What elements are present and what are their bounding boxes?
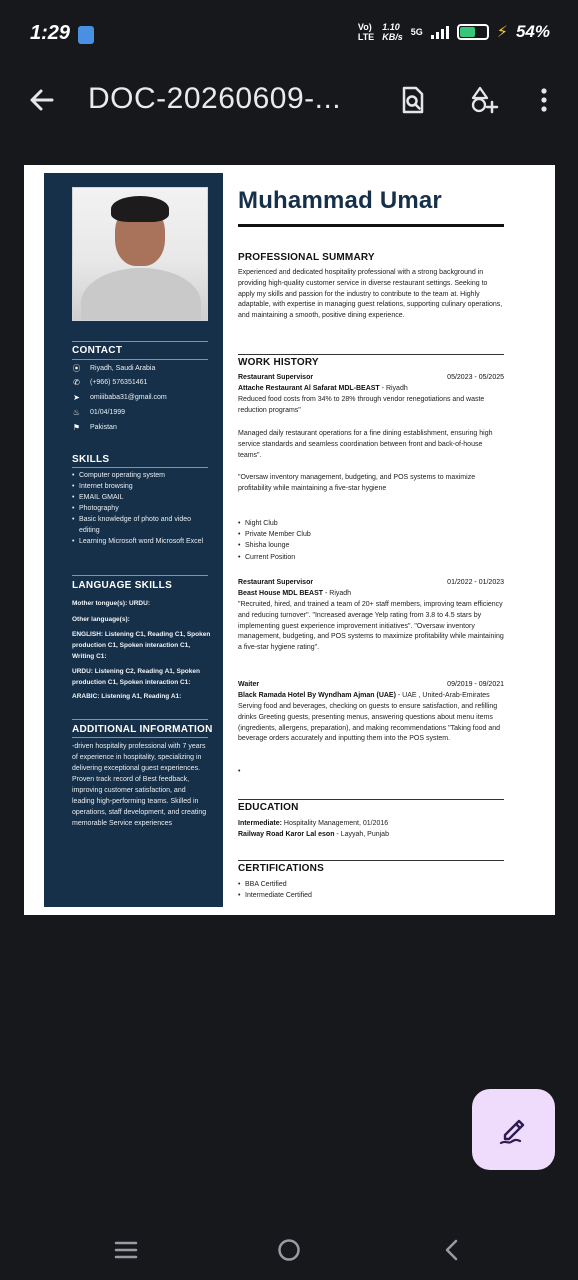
resume-sidebar bbox=[44, 173, 223, 907]
birthday-icon: ♨ bbox=[72, 408, 81, 417]
charging-icon: ⚡ bbox=[496, 24, 508, 41]
job3-text: Serving food and beverages, checking on guests to ensure satisfaction, and refilling drinks Greeting guests, presenting menus, answering questions about menu items (ingredients, allergens, preparation), and making recommendations "Taking food and beverage orders accurately and inputting them into the POS system. bbox=[238, 703, 501, 743]
job1-venues bbox=[238, 518, 498, 563]
job2-header: Restaurant Supervisor 01/2022 - 01/2023 bbox=[238, 579, 504, 586]
status-indicators bbox=[358, 22, 550, 42]
divider bbox=[72, 737, 208, 738]
job3-bullet: • bbox=[238, 768, 241, 775]
divider bbox=[72, 719, 208, 720]
divider bbox=[72, 467, 208, 468]
battery-icon bbox=[457, 24, 489, 40]
list-item: • Shisha lounge bbox=[238, 540, 498, 551]
list-item: • BBA Certified bbox=[238, 879, 498, 890]
battery-percent: 54% bbox=[515, 22, 550, 41]
skills-list bbox=[72, 470, 212, 547]
edit-shapes-icon[interactable] bbox=[468, 84, 500, 116]
list-item: • EMAIL GMAIL bbox=[72, 492, 212, 503]
send-icon: ➤ bbox=[73, 393, 80, 402]
search-document-icon[interactable] bbox=[396, 84, 428, 116]
divider bbox=[238, 799, 504, 800]
document-title: DOC-20260609-... bbox=[88, 82, 342, 115]
education-heading: EDUCATION bbox=[238, 802, 299, 813]
language-heading: LANGUAGE SKILLS bbox=[72, 580, 173, 591]
job1-header: Restaurant Supervisor 05/2023 - 05/2025 bbox=[238, 374, 504, 381]
profile-photo bbox=[72, 187, 208, 321]
language-english: ENGLISH: Listening C1, Reading C1, Spoken production C1, Spoken interaction C1, Writing C1: bbox=[72, 631, 211, 660]
job1-p2: Managed daily restaurant operations for a fine dining establishment, ensuring high service standards and seamless coordination between front and back-of-house teams". bbox=[238, 430, 493, 459]
network-type: 5G bbox=[410, 27, 423, 37]
phone-icon: ✆ bbox=[73, 378, 80, 387]
summary-heading: PROFESSIONAL SUMMARY bbox=[238, 252, 375, 263]
network-speed: 1.10 KB/s bbox=[382, 22, 403, 42]
location-pin-icon: ⦿ bbox=[72, 364, 81, 373]
list-item: • Learning Microsoft word Microsoft Excel bbox=[72, 536, 212, 547]
language-arabic: ARABIC: Listening A1, Reading A1: bbox=[72, 693, 182, 700]
signal-icon bbox=[431, 25, 449, 39]
divider bbox=[72, 359, 208, 360]
list-item: • Photography bbox=[72, 503, 212, 514]
job2-employer: Beast House MDL BEAST - Riyadh bbox=[238, 590, 352, 597]
job1-p3: "Oversaw inventory management, budgeting, and POS systems to maximize profitability while maintaining a five-star hygiene bbox=[238, 474, 476, 492]
language-mother: Mother tongue(s): URDU: bbox=[72, 600, 150, 607]
status-time: 1:29 bbox=[30, 22, 71, 44]
system-nav-bar bbox=[0, 1215, 578, 1280]
resume bbox=[44, 173, 535, 909]
notification-app-icon bbox=[78, 26, 94, 44]
job2-text: "Recruited, hired, and trained a team of 20+ staff members, improving team efficiency and reducing turnover". "Increased average Yelp rating from 3.8 to 4.5 stars by implementing guest experience improvement initiatives". "Oversaw inventory management, budgeting, and POS systems to maximize profitability while maintaining a five-star hygiene rating". bbox=[238, 601, 504, 652]
flag-icon: ⚑ bbox=[72, 423, 81, 432]
name-underline bbox=[238, 224, 504, 227]
back-arrow-icon[interactable] bbox=[26, 84, 58, 116]
list-item: • Night Club bbox=[238, 518, 498, 529]
contact-email: ➤ omiiibaba31@gmail.com bbox=[73, 393, 167, 402]
job1-employer: Attache Restaurant Al Safarat MDL-BEAST - Riyadh bbox=[238, 385, 408, 392]
edit-fab-button[interactable] bbox=[472, 1089, 555, 1170]
education-line-1: Intermediate: Hospitality Management, 01/2016 bbox=[238, 820, 389, 827]
divider bbox=[238, 354, 504, 355]
candidate-name: Muhammad Umar bbox=[238, 187, 442, 214]
list-item: • Basic knowledge of photo and video editing bbox=[72, 514, 212, 536]
job3-employer: Black Ramada Hotel By Wyndham Ajman (UAE) - UAE , United-Arab-Emirates bbox=[238, 692, 490, 699]
home-icon[interactable] bbox=[274, 1235, 304, 1265]
status-bar bbox=[0, 0, 578, 68]
contact-heading: CONTACT bbox=[72, 345, 123, 356]
certifications-list bbox=[238, 879, 498, 901]
app-toolbar bbox=[0, 70, 578, 130]
more-vert-icon[interactable] bbox=[528, 84, 560, 116]
contact-dob: ♨ 01/04/1999 bbox=[72, 408, 126, 417]
recents-icon[interactable] bbox=[111, 1235, 141, 1265]
list-item: • Private Member Club bbox=[238, 529, 498, 540]
divider bbox=[72, 575, 208, 576]
contact-nationality: ⚑ Pakistan bbox=[72, 423, 117, 432]
summary-text: Experienced and dedicated hospitality professional with a strong background in providing high-quality customer service in diverse restaurant settings. Seeking to apply my skills and passion for the industry to contribute to the team at. Highly adaptable, with expertise in managing guest relations, supporting culinary operations, and maintaining a smooth, positive dining experience. bbox=[238, 269, 503, 320]
language-urdu: URDU: Listening C2, Reading A1, Spoken production C1, Spoken interaction C1: bbox=[72, 668, 200, 686]
job1-p1: Reduced food costs from 34% to 28% through vendor renegotiations and waste reduction programs" bbox=[238, 396, 485, 414]
list-item: • Computer operating system bbox=[72, 470, 212, 481]
edit-pen-icon bbox=[497, 1113, 531, 1147]
volte-indicator: Vo) LTE bbox=[357, 22, 375, 42]
contact-phone: ✆ (+966) 576351461 bbox=[73, 378, 148, 387]
work-history-heading: WORK HISTORY bbox=[238, 357, 319, 368]
education-line-2: Railway Road Karor Lal eson - Layyah, Punjab bbox=[238, 831, 389, 838]
skills-heading: SKILLS bbox=[72, 454, 110, 465]
contact-location: ⦿ Riyadh, Saudi Arabia bbox=[72, 364, 156, 373]
list-item: • Current Position bbox=[238, 552, 498, 563]
divider bbox=[238, 860, 504, 861]
document-page[interactable] bbox=[24, 165, 555, 915]
back-icon[interactable] bbox=[437, 1235, 467, 1265]
resume-main bbox=[238, 173, 506, 907]
additional-info-heading: ADDITIONAL INFORMATION bbox=[72, 724, 213, 735]
additional-info-text: -driven hospitality professional with 7 years of experience in hospitality, specializing in delivering exceptional guest experiences. Proven track record of Best feedback, improving customer satisfaction, and leading high-performing teams. Skilled in operations, staff development, and creating memorable Service experiences bbox=[72, 743, 207, 827]
list-item: • Internet browsing bbox=[72, 481, 212, 492]
divider bbox=[72, 341, 208, 342]
list-item: • Intermediate Certified bbox=[238, 890, 498, 901]
certifications-heading: CERTIFICATIONS bbox=[238, 863, 324, 874]
job3-header: Waiter 09/2019 - 09/2021 bbox=[238, 681, 504, 688]
language-other: Other language(s): bbox=[72, 616, 130, 623]
